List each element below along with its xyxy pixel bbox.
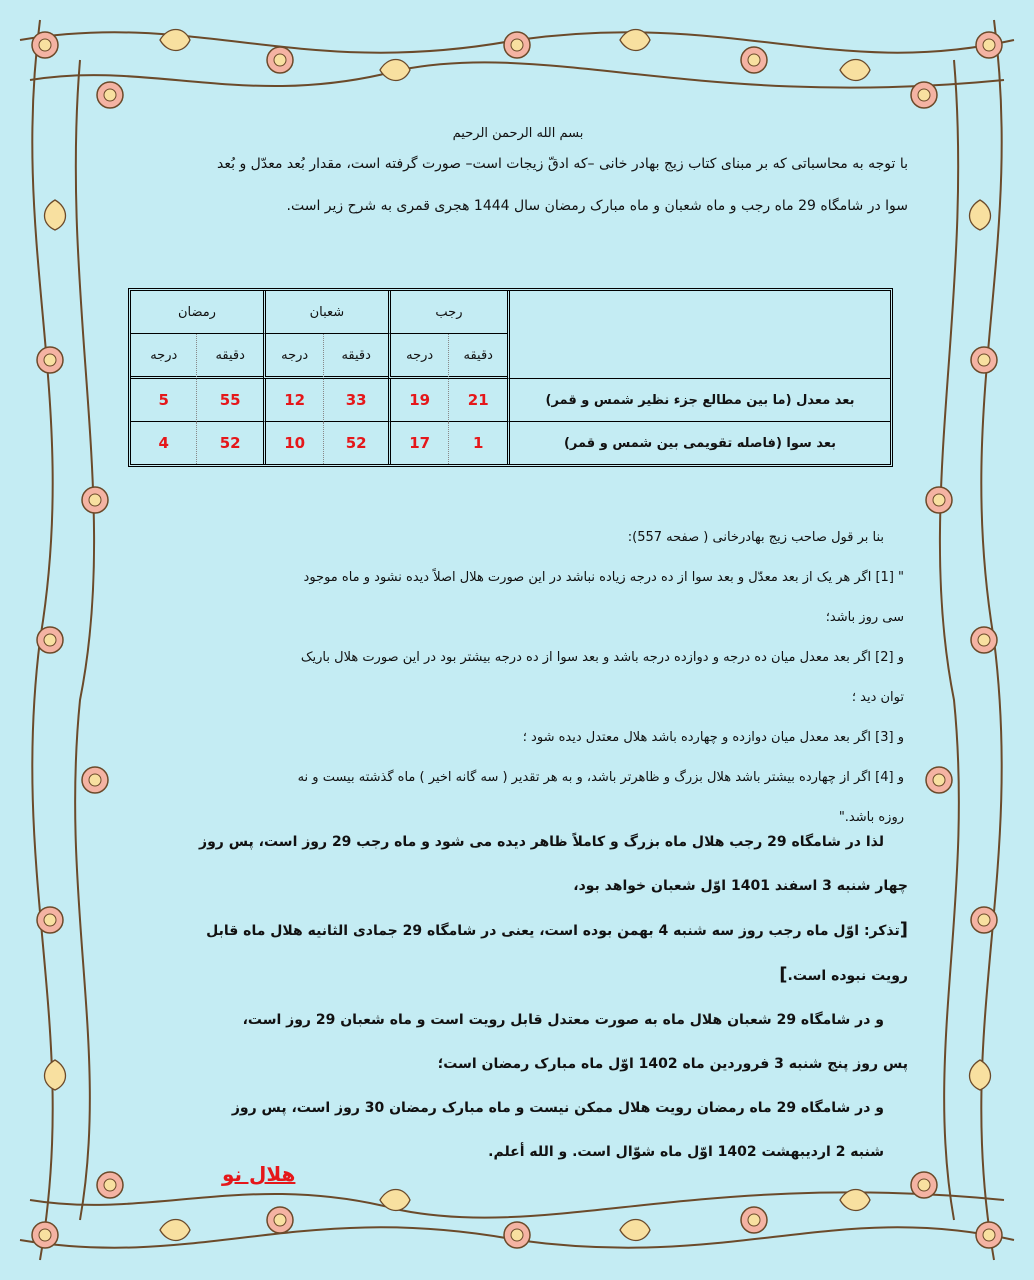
quote-lead: بنا بر قول صاحب زیج بهادرخانی ( صفحه 557): (627, 530, 884, 545)
table-row (131, 422, 890, 464)
intro-line-1: با توجه به محاسباتی که بر مبنای کتاب زیج بهادر خانی –که ادقّ زیجات است– صورت گرفته است، مقدار بُعد معدّل و بُعد (217, 156, 908, 172)
subheader-degree: درجه (131, 334, 196, 379)
note-text-cont: رویت نبوده است. (787, 968, 908, 984)
subheader-degree: درجه (263, 334, 324, 379)
quote-item-4: و [4] اگر از چهارده بیشتر باشد هلال بزرگ و ظاهرتر باشد، و به هر تقدیر ( سه گانه اخیر ) ماه گذشته بیست و نه (297, 770, 904, 785)
value-cell: 52 (196, 422, 262, 464)
value-cell: 5 (131, 379, 196, 422)
row-label: بعد سوا (فاصله تقویمی بین شمس و قمر) (507, 422, 890, 464)
value-cell: 33 (323, 379, 387, 422)
subheader-minute: دقیقه (448, 334, 507, 379)
conclusion-4-cont: شنبه 2 اردیبهشت 1402 اوّل ماه شوّال است. و الله أعلم. (488, 1144, 884, 1160)
value-cell: 10 (263, 422, 324, 464)
value-cell: 17 (388, 422, 449, 464)
moon-distance-table (128, 288, 893, 467)
subheader-degree: درجه (388, 334, 449, 379)
open-bracket: [ (899, 919, 908, 940)
intro-line-2: سوا در شامگاه 29 ماه رجب و ماه شعبان و ماه مبارک رمضان سال 1444 هجری قمری به شرح زیر است. (286, 198, 908, 214)
conclusion-1-cont: چهار شنبه 3 اسفند 1401 اوّل شعبان خواهد بود، (573, 878, 908, 894)
value-cell: 52 (323, 422, 387, 464)
conclusion-section (128, 820, 908, 1174)
note-paragraph (128, 908, 908, 953)
value-cell: 55 (196, 379, 262, 422)
quote-item-1: " [1] اگر هر یک از بعد معدّل و بعد سوا از ده درجه زیاده نباشد در این صورت هلال اصلاً دیده نشود و ماه موجود (303, 570, 904, 585)
quote-item-1-cont: سی روز باشد؛ (825, 610, 904, 625)
month-header-ramadan: رمضان (131, 291, 263, 334)
intro-paragraph (128, 143, 908, 227)
value-cell: 1 (448, 422, 507, 464)
month-header-shaban: شعبان (263, 291, 388, 334)
quote-item-2-cont: توان دید ؛ (851, 690, 904, 705)
subheader-minute: دقیقه (323, 334, 387, 379)
month-header-rajab: رجب (388, 291, 507, 334)
signature: هلال نو (222, 1162, 296, 1186)
table-row (131, 379, 890, 422)
quotation-section (128, 518, 908, 838)
quote-item-2: و [2] اگر بعد معدل میان ده درجه و دوازده درجه باشد و بعد سوا از ده درجه بیشتر بود در این صورت هلال باریک (300, 650, 904, 665)
bismillah-heading: بسم الله الرحمن الرحیم (452, 126, 584, 141)
document-page (128, 120, 908, 1200)
conclusion-4: و در شامگاه 29 ماه رمضان رویت هلال ممکن نیست و ماه مبارک رمضان 30 روز است، پس روز (231, 1100, 884, 1116)
conclusion-3-cont: پس روز پنج شنبه 3 فروردین ماه 1402 اوّل ماه مبارک رمضان است؛ (437, 1056, 908, 1072)
subheader-minute: دقیقه (196, 334, 262, 379)
value-cell: 4 (158, 434, 169, 452)
table-corner-cell (507, 291, 890, 379)
value-cell: 12 (263, 379, 324, 422)
note-text: تذکر: اوّل ماه رجب روز سه شنبه 4 بهمن بوده است، یعنی در شامگاه 29 جمادی الثانیه هلال ماه قابل (206, 923, 900, 939)
close-bracket: ] (779, 964, 788, 985)
value-cell: 21 (448, 379, 507, 422)
conclusion-3: و در شامگاه 29 شعبان هلال ماه به صورت معتدل قابل رویت است و ماه شعبان 29 روز است، (242, 1012, 884, 1028)
conclusion-1: لذا در شامگاه 29 رجب هلال ماه بزرگ و کاملاً ظاهر دیده می شود و ماه رجب 29 روز است، پس روز (199, 834, 884, 850)
quote-item-3: و [3] اگر بعد معدل میان دوازده و چهارده باشد هلال معتدل دیده شود ؛ (522, 730, 904, 745)
note-paragraph-cont (128, 953, 908, 998)
value-cell: 19 (388, 379, 449, 422)
row-label: بعد معدل (ما بین مطالع جزء نظیر شمس و قمر) (507, 379, 890, 422)
quote-item-4-cont: روزه باشد." (838, 810, 904, 825)
